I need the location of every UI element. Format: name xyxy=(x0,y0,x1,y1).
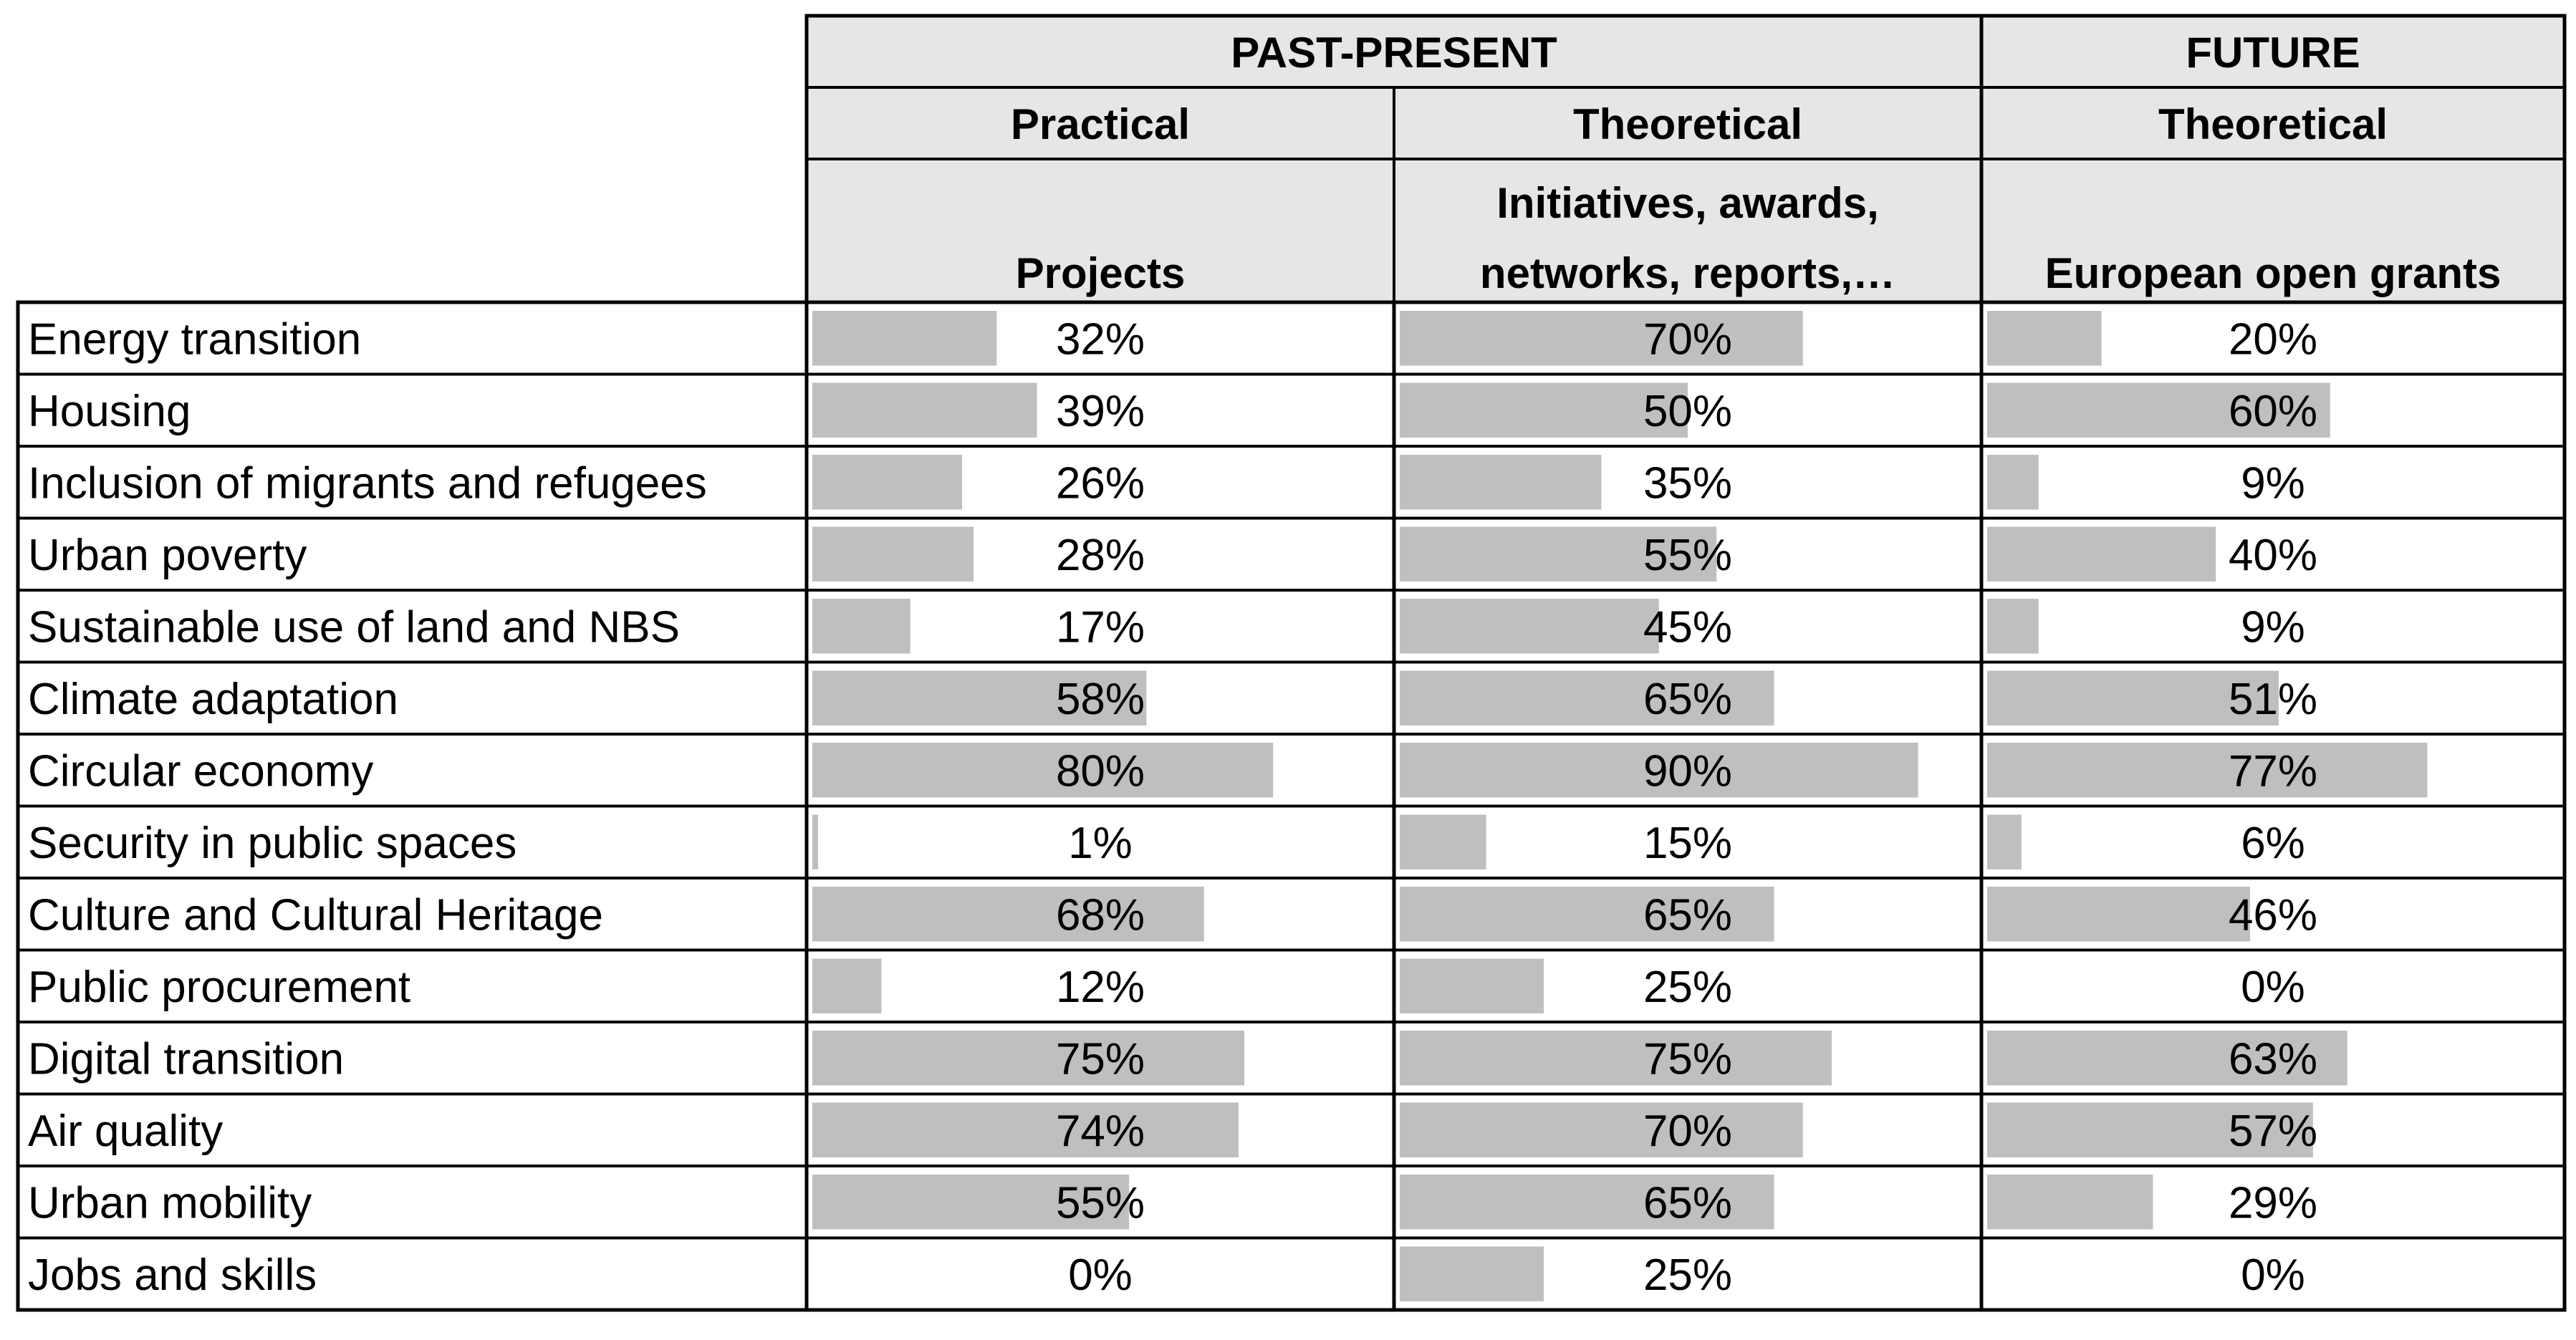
data-bar xyxy=(1400,1031,1832,1086)
header-group-label: PAST-PRESENT xyxy=(1231,29,1557,77)
cell-value: 60% xyxy=(2228,386,2318,436)
cell-value: 46% xyxy=(2228,890,2318,940)
data-bar xyxy=(812,959,881,1014)
cell-value: 40% xyxy=(2228,530,2318,580)
cell-value: 20% xyxy=(2228,314,2318,365)
data-bar xyxy=(1400,1247,1544,1302)
cell-value: 6% xyxy=(2241,818,2305,868)
cell-value: 58% xyxy=(1055,674,1145,724)
data-bar xyxy=(1987,599,2039,654)
data-bar xyxy=(1400,311,1803,366)
row-label: Security in public spaces xyxy=(28,818,517,868)
row-label: Culture and Cultural Heritage xyxy=(28,890,603,940)
data-bar xyxy=(812,743,1273,798)
column-type-label: Theoretical xyxy=(2158,100,2388,148)
data-bar xyxy=(812,1031,1244,1086)
column-type-label: Practical xyxy=(1010,100,1191,148)
row-label: Energy transition xyxy=(28,314,362,365)
cell-value: 45% xyxy=(1643,602,1733,652)
data-bar xyxy=(1987,311,2102,366)
cell-value: 25% xyxy=(1643,1250,1733,1300)
cell-value: 32% xyxy=(1055,314,1145,365)
row-label: Public procurement xyxy=(28,962,411,1012)
header-group-label: FUTURE xyxy=(2186,29,2360,77)
cell-value: 28% xyxy=(1055,530,1145,580)
data-bar xyxy=(1400,599,1659,654)
cell-value: 1% xyxy=(1068,818,1133,868)
cell-value: 0% xyxy=(2241,962,2305,1012)
cell-value: 35% xyxy=(1643,458,1733,508)
data-bar xyxy=(1987,815,2022,870)
data-bar xyxy=(812,887,1204,942)
data-bar xyxy=(1987,527,2216,582)
row-label: Jobs and skills xyxy=(28,1250,317,1300)
cell-value: 63% xyxy=(2228,1034,2318,1084)
data-bar xyxy=(1987,743,2427,798)
cell-value: 68% xyxy=(1055,890,1145,940)
data-bar xyxy=(812,1103,1239,1158)
cell-value: 77% xyxy=(2228,746,2318,796)
cell-value: 55% xyxy=(1643,530,1733,580)
data-bar xyxy=(812,311,996,366)
data-bar xyxy=(1400,1103,1803,1158)
column-source-label: Projects xyxy=(1015,249,1186,297)
cell-value: 70% xyxy=(1643,314,1733,365)
cell-value: 74% xyxy=(1055,1106,1145,1156)
cell-value: 12% xyxy=(1055,962,1145,1012)
column-type-label: Theoretical xyxy=(1572,100,1803,148)
row-label: Inclusion of migrants and refugees xyxy=(28,458,707,508)
cell-value: 55% xyxy=(1055,1178,1145,1228)
row-label: Air quality xyxy=(28,1106,224,1156)
cell-value: 65% xyxy=(1643,674,1733,724)
cell-value: 0% xyxy=(1068,1250,1133,1300)
row-label: Circular economy xyxy=(28,746,374,796)
cell-value: 51% xyxy=(2228,674,2318,724)
data-bar xyxy=(812,527,974,582)
column-source-label: Initiatives, awards, xyxy=(1496,179,1879,227)
cell-value: 50% xyxy=(1643,386,1733,436)
cell-value: 75% xyxy=(1643,1034,1733,1084)
row-label: Urban poverty xyxy=(28,530,307,580)
cell-value: 65% xyxy=(1643,1178,1733,1228)
cell-value: 9% xyxy=(2241,458,2305,508)
data-bar xyxy=(1400,815,1486,870)
cell-value: 9% xyxy=(2241,602,2305,652)
data-bar xyxy=(812,383,1037,438)
row-label: Digital transition xyxy=(28,1034,345,1084)
data-bar xyxy=(1400,959,1544,1014)
cell-value: 25% xyxy=(1643,962,1733,1012)
data-bar xyxy=(1987,1175,2153,1230)
column-source-label: European open grants xyxy=(2044,249,2501,297)
row-label: Urban mobility xyxy=(28,1178,312,1228)
cell-value: 80% xyxy=(1055,746,1145,796)
cell-value: 90% xyxy=(1643,746,1733,796)
row-label: Climate adaptation xyxy=(28,674,398,724)
cell-value: 26% xyxy=(1055,458,1145,508)
cell-value: 65% xyxy=(1643,890,1733,940)
column-source-label: networks, reports,… xyxy=(1479,249,1896,297)
data-bar xyxy=(1400,455,1601,510)
cell-value: 70% xyxy=(1643,1106,1733,1156)
row-label: Sustainable use of land and NBS xyxy=(28,602,680,652)
cell-value: 29% xyxy=(2228,1178,2318,1228)
cell-value: 0% xyxy=(2241,1250,2305,1300)
cell-value: 57% xyxy=(2228,1106,2318,1156)
data-bar xyxy=(812,455,962,510)
row-label: Housing xyxy=(28,386,191,436)
cell-value: 39% xyxy=(1055,386,1145,436)
cell-value: 15% xyxy=(1643,818,1733,868)
cell-value: 17% xyxy=(1055,602,1145,652)
data-bar xyxy=(812,599,910,654)
data-bar xyxy=(1987,887,2250,942)
data-bar xyxy=(1987,455,2039,510)
cell-value: 75% xyxy=(1055,1034,1145,1084)
data-bar xyxy=(812,815,818,870)
